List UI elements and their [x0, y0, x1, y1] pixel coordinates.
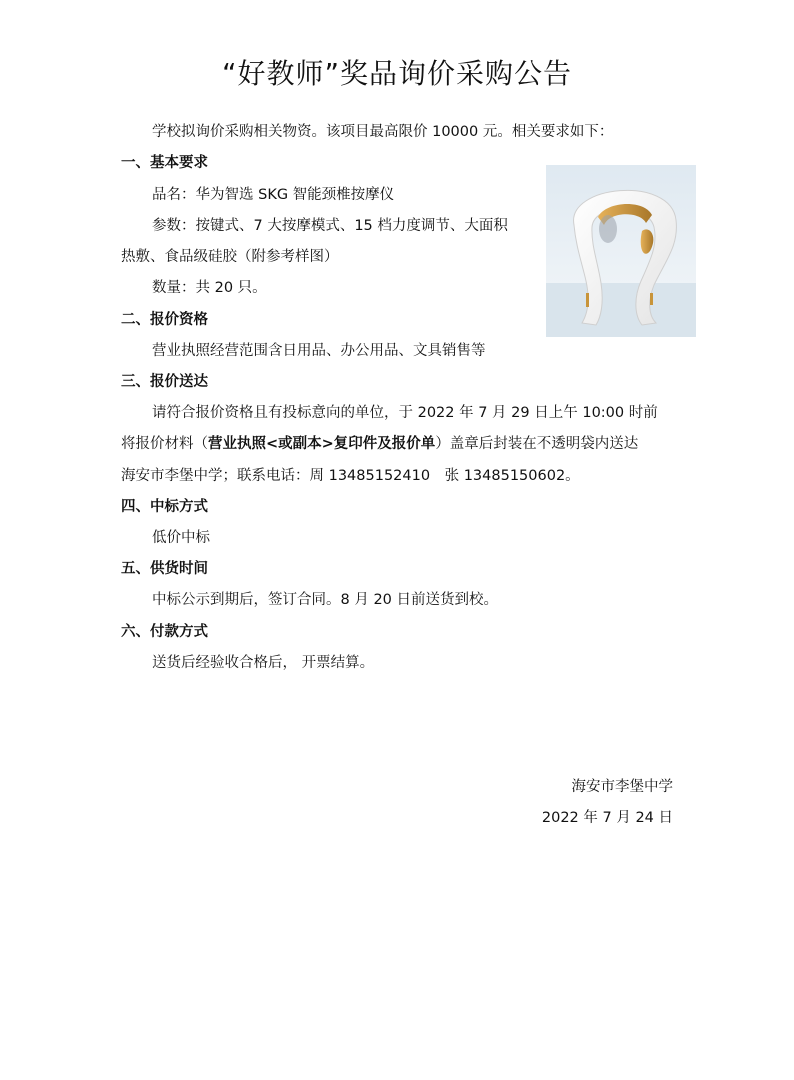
qualification-text: 营业执照经营范围含日用品、办公用品、文具销售等	[152, 343, 486, 359]
section-6-heading: 六、付款方式	[121, 624, 208, 640]
delivery-required-documents: 营业执照<或副本>复印件及报价单	[208, 436, 436, 452]
payment-text: 送货后经验收合格后， 开票结算。	[152, 655, 375, 671]
page-title: “好教师”奖品询价采购公告	[221, 57, 572, 90]
section-4-heading: 四、中标方式	[121, 499, 208, 515]
section-3-heading: 三、报价送达	[121, 374, 208, 390]
delivery-line-3: 海安市李堡中学；联系电话：周 13485152410 张 13485150602。	[121, 468, 580, 484]
product-reference-image	[546, 165, 696, 337]
supply-time-text: 中标公示到期后，签订合同。8 月 20 日前送货到校。	[152, 592, 499, 608]
delivery-line-2	[121, 434, 638, 454]
product-params-line-2: 热敷、食品级硅胶（附参考样图）	[121, 249, 339, 265]
section-1-heading: 一、基本要求	[121, 155, 208, 171]
section-5-heading: 五、供货时间	[121, 561, 208, 577]
section-2-heading: 二、报价资格	[121, 312, 208, 328]
delivery-line-2-pre: 将报价材料（	[121, 436, 208, 452]
product-name: 品名：华为智选 SKG 智能颈椎按摩仪	[152, 187, 395, 203]
signature-date: 2022 年 7 月 24 日	[541, 810, 673, 826]
delivery-line-2-post: ）盖章后封装在不透明袋内送达	[435, 436, 639, 452]
product-params-line-1: 参数：按键式、7 大按摩模式、15 档力度调节、大面积	[152, 218, 508, 234]
delivery-line-1: 请符合报价资格且有投标意向的单位，于 2022 年 7 月 29 日上午 10:00 时前	[152, 405, 658, 421]
signature-org: 海安市李堡中学	[571, 779, 673, 795]
intro-text: 学校拟询价采购相关物资。该项目最高限价 10000 元。相关要求如下：	[152, 124, 614, 140]
product-quantity: 数量：共 20 只。	[152, 280, 267, 296]
award-method-text: 低价中标	[152, 530, 210, 546]
